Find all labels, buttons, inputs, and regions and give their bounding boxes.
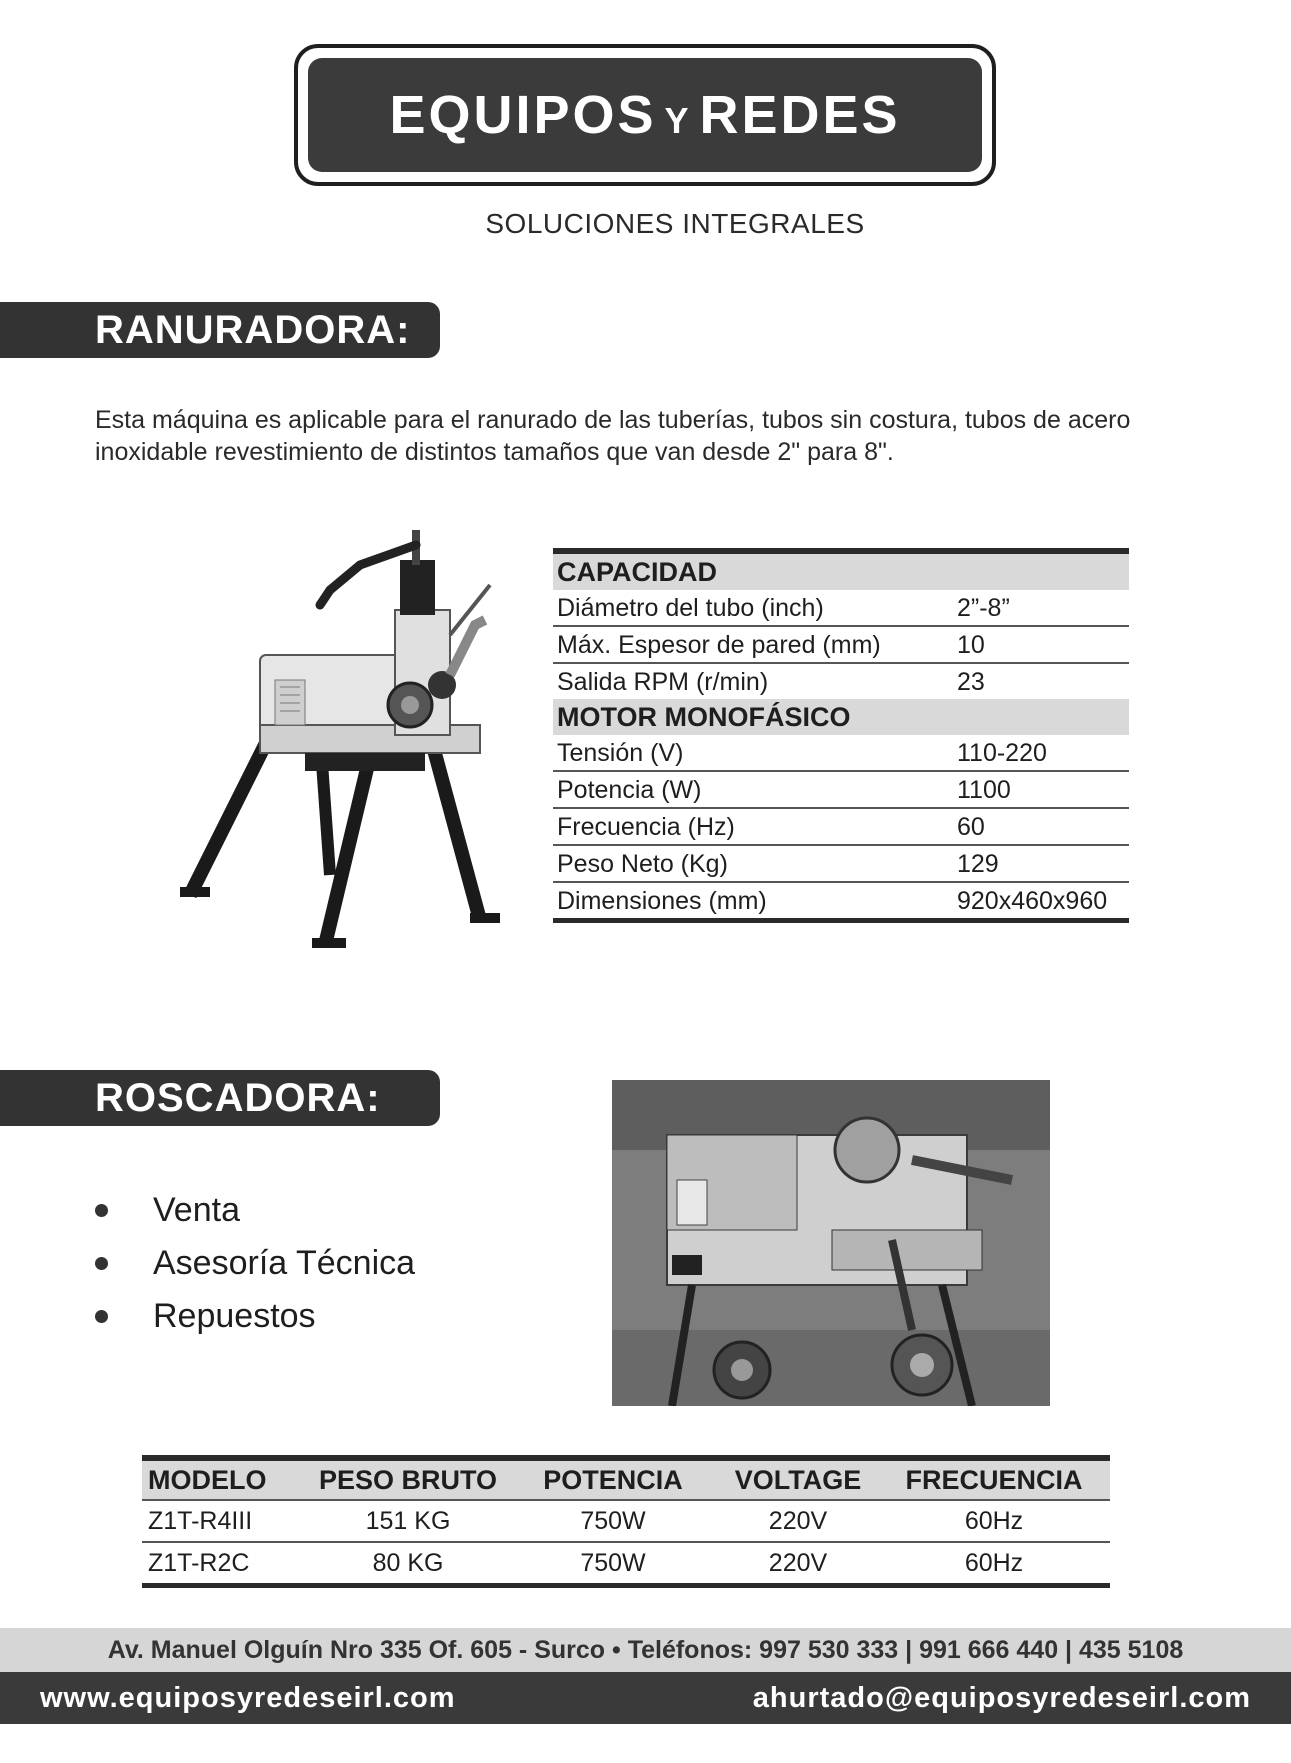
footer-address: Av. Manuel Olguín Nro 335 Of. 605 - Surco • Teléfonos: 997 530 333 | 991 666 440 | 435 5108 — [0, 1628, 1291, 1672]
table-cell: 220V — [718, 1542, 878, 1586]
table-row — [142, 1500, 1110, 1542]
table-row — [553, 883, 1129, 918]
table-row — [553, 809, 1129, 846]
logo-connector: Y — [664, 100, 692, 141]
bullet-icon — [95, 1310, 108, 1323]
table-cell: 151 KG — [308, 1500, 508, 1542]
ranuradora-description: Esta máquina es aplicable para el ranurado de las tuberías, tubos sin costura, tubos de acero inoxidable revestimiento de distintos tamaños que van desde 2" para 8". — [95, 406, 1131, 466]
section-title-text: ROSCADORA: — [95, 1075, 381, 1120]
spec-label: Diámetro del tubo (inch) — [557, 594, 824, 622]
motor-header: MOTOR MONOFÁSICO — [553, 699, 1129, 735]
tagline: SOLUCIONES INTEGRALES — [485, 208, 865, 239]
spec-value: 60 — [957, 813, 985, 841]
logo-word-1: EQUIPOS — [389, 85, 657, 145]
table-row — [553, 846, 1129, 883]
company-logo — [294, 44, 996, 186]
spec-label: Máx. Espesor de pared (mm) — [557, 631, 881, 659]
spec-label: Tensión (V) — [557, 739, 684, 767]
roscadora-models-table — [142, 1455, 1110, 1588]
spec-label: Peso Neto (Kg) — [557, 850, 728, 878]
table-cell: Z1T-R4III — [142, 1500, 308, 1542]
capacidad-header: CAPACIDAD — [553, 554, 1129, 590]
threading-machine-photo — [612, 1080, 1050, 1406]
website-link[interactable]: www.equiposyredeseirl.com — [40, 1681, 456, 1714]
spec-label: Dimensiones (mm) — [557, 887, 767, 915]
bullet-icon — [95, 1204, 108, 1217]
section-title-text: RANURADORA: — [95, 307, 411, 352]
logo-text — [389, 84, 900, 146]
list-item — [95, 1237, 415, 1290]
table-cell: 750W — [508, 1500, 718, 1542]
spec-label: Frecuencia (Hz) — [557, 813, 735, 841]
column-header: MODELO — [142, 1458, 308, 1500]
table-row — [553, 772, 1129, 809]
list-item-label: Repuestos — [153, 1297, 316, 1335]
email-link[interactable]: ahurtado@equiposyredeseirl.com — [752, 1681, 1251, 1714]
table-row — [553, 735, 1129, 772]
list-item-label: Venta — [153, 1191, 240, 1229]
grooving-machine-image — [180, 525, 530, 950]
logo-badge — [308, 58, 982, 172]
section-title-ranuradora — [0, 302, 440, 358]
table-cell: 60Hz — [878, 1542, 1110, 1586]
table-row — [553, 590, 1129, 627]
spec-label: Potencia (W) — [557, 776, 702, 804]
table-header-row — [142, 1458, 1110, 1500]
table-row — [553, 664, 1129, 699]
spec-value: 2”-8” — [957, 594, 1010, 622]
column-header: POTENCIA — [508, 1458, 718, 1500]
spec-value: 10 — [957, 631, 985, 659]
ranuradora-specs-table — [553, 548, 1129, 923]
services-list — [95, 1184, 415, 1343]
list-item — [95, 1290, 415, 1343]
section-title-roscadora — [0, 1070, 440, 1126]
spec-value: 23 — [957, 668, 985, 696]
column-header: PESO BRUTO — [308, 1458, 508, 1500]
table-cell: Z1T-R2C — [142, 1542, 308, 1586]
table-cell: 60Hz — [878, 1500, 1110, 1542]
threading-machine-image — [612, 1080, 1050, 1406]
column-header: VOLTAGE — [718, 1458, 878, 1500]
spec-label: Salida RPM (r/min) — [557, 668, 769, 696]
spec-value: 920x460x960 — [957, 887, 1108, 915]
table-cell: 220V — [718, 1500, 878, 1542]
spec-value: 110-220 — [957, 739, 1047, 767]
table-row — [553, 627, 1129, 664]
table-cell: 750W — [508, 1542, 718, 1586]
spec-value: 129 — [957, 850, 999, 878]
footer-contact — [0, 1672, 1291, 1724]
table-cell: 80 KG — [308, 1542, 508, 1586]
list-item — [95, 1184, 415, 1237]
logo-word-2: REDES — [699, 85, 901, 145]
spec-value: 1100 — [957, 776, 1011, 804]
bullet-icon — [95, 1257, 108, 1270]
list-item-label: Asesoría Técnica — [153, 1244, 416, 1282]
column-header: FRECUENCIA — [878, 1458, 1110, 1500]
table-row — [142, 1542, 1110, 1586]
